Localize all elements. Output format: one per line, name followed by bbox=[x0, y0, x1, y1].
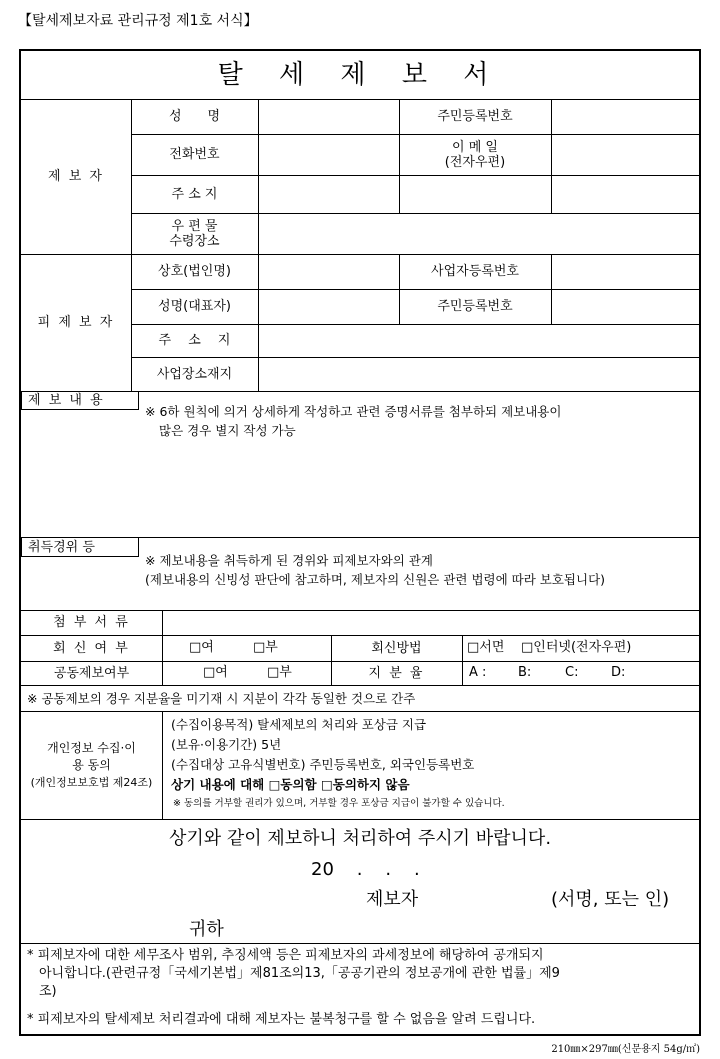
reporter-address-field[interactable] bbox=[259, 176, 699, 213]
closing-request: 상기와 같이 제보하니 처리하여 주시기 바랍니다. bbox=[168, 827, 552, 849]
reported-bizno-field[interactable] bbox=[552, 255, 699, 289]
reported-address-field[interactable] bbox=[259, 325, 699, 357]
reporter-email-field[interactable] bbox=[552, 135, 699, 175]
reply-method-email-checkbox[interactable]: □인터넷(전자우편) bbox=[521, 640, 632, 655]
reporter-email-label bbox=[399, 134, 551, 175]
reported-bizno-label: 사업자등록번호 bbox=[431, 264, 519, 279]
privacy-period: (보유·이용기간) 5년 bbox=[171, 736, 282, 752]
content-note-2: 많은 경우 별지 작성 가능 bbox=[159, 423, 296, 438]
reported-company-label: 상호(법인명) bbox=[158, 264, 231, 279]
form-header: 【탈세제보자료 관리규정 제1호 서식】 bbox=[18, 13, 258, 29]
reporter-phone-field[interactable] bbox=[259, 135, 399, 175]
privacy-consent-checkboxes[interactable]: 상기 내용에 대해 □동의함 □동의하지 않음 bbox=[171, 776, 410, 792]
content-note-1: ※ 6하 원칙에 의거 상세하게 작성하고 관련 증명서류를 첨부하되 제보내용이 bbox=[145, 404, 562, 419]
reporter-name-label: 성 명 bbox=[168, 109, 221, 124]
privacy-label bbox=[21, 711, 162, 819]
privacy-purpose: (수집이용목적) 탈세제보의 처리와 포상금 지급 bbox=[171, 716, 427, 732]
divider bbox=[21, 943, 699, 944]
joint-note: ※ 공동제보의 경우 지분율을 미기재 시 지분이 각각 동일한 것으로 간주 bbox=[27, 690, 416, 706]
reported-bizplace-label: 사업장소재지 bbox=[156, 366, 233, 382]
reported-rep-label: 성명(대표자) bbox=[158, 299, 231, 314]
email-label-sub: (전자우편) bbox=[444, 154, 506, 170]
reporter-mail-place-label bbox=[131, 213, 258, 254]
share-a[interactable]: A : bbox=[469, 665, 487, 680]
reporter-name-field[interactable] bbox=[259, 100, 399, 134]
privacy-label-2: 용 동의 bbox=[72, 757, 111, 772]
reporter-rrn-field[interactable] bbox=[552, 100, 699, 134]
reply-method-label: 회신방법 bbox=[371, 640, 422, 656]
closing-date-field[interactable]: 20 . . . bbox=[311, 859, 420, 880]
footnote-1-line-2: 아니합니다.(관련규정「국세기본법」제81조의13,「공공기관의 정보공개에 관한 법률」제9 bbox=[39, 966, 560, 981]
closing-signer-label: 제보자 bbox=[366, 889, 419, 910]
closing-sign-hint[interactable]: (서명, 또는 인) bbox=[551, 889, 670, 910]
attach-field[interactable] bbox=[163, 611, 699, 635]
divider bbox=[162, 711, 163, 819]
privacy-ids: (수집대상 고유식별번호) 주민등록번호, 외국인등록번호 bbox=[171, 756, 475, 772]
acquisition-note-2: (제보내용의 신빙성 판단에 참고하며, 제보자의 신원은 관련 법령에 따라 보호됩니다) bbox=[145, 572, 606, 587]
joint-no-checkbox[interactable]: □부 bbox=[267, 665, 292, 680]
share-label: 지 분 율 bbox=[368, 665, 425, 681]
paper-spec: 210㎜×297㎜(신문용지 54g/㎡) bbox=[551, 1044, 700, 1055]
reported-section-label: 피 제 보 자 bbox=[37, 315, 115, 330]
mail-place-line-2: 수령장소 bbox=[169, 233, 220, 249]
tax-evasion-report-form bbox=[19, 49, 701, 1036]
reported-company-field[interactable] bbox=[259, 255, 399, 289]
content-label: 제 보 내 용 bbox=[21, 391, 139, 410]
footnote-2: * 피제보자의 탈세제보 처리결과에 대해 제보자는 불복청구를 할 수 없음을 알려 드립니다. bbox=[27, 1012, 536, 1027]
acquisition-field[interactable] bbox=[25, 590, 695, 609]
content-field[interactable] bbox=[25, 443, 695, 535]
reporter-mail-place-field[interactable] bbox=[259, 214, 699, 254]
reporter-section-label: 제 보 자 bbox=[48, 169, 104, 184]
reply-method-mail-checkbox[interactable]: □서면 bbox=[467, 640, 505, 655]
reported-bizplace-field[interactable] bbox=[259, 358, 699, 391]
divider bbox=[462, 635, 463, 685]
closing-recipient: 귀하 bbox=[189, 919, 224, 940]
privacy-label-3: (개인정보보호법 제24조) bbox=[30, 775, 153, 789]
privacy-label-1: 개인정보 수집·이 bbox=[47, 740, 136, 755]
share-b[interactable]: B: bbox=[518, 665, 532, 680]
share-c[interactable]: C: bbox=[565, 665, 579, 680]
reporter-address-label: 주 소 지 bbox=[171, 186, 218, 202]
form-title: 탈 세 제 보 서 bbox=[217, 59, 503, 90]
reply-yes-checkbox[interactable]: □여 bbox=[189, 640, 214, 655]
mail-place-line-1: 우 편 물 bbox=[171, 218, 218, 234]
divider bbox=[21, 685, 699, 686]
footnote-1-line-1: * 피제보자에 대한 세무조사 범위, 추징세액 등은 피제보자의 과세정보에 해당하여 공개되지 bbox=[27, 948, 544, 963]
reporter-rrn-label: 주민등록번호 bbox=[437, 109, 513, 124]
footnote-1-line-3: 조) bbox=[39, 984, 57, 999]
share-d[interactable]: D: bbox=[611, 665, 626, 680]
reported-address-label: 주 소 지 bbox=[158, 333, 231, 348]
reported-rrn-field[interactable] bbox=[552, 290, 699, 324]
reply-label: 회 신 여 부 bbox=[53, 640, 130, 656]
attach-label: 첨 부 서 류 bbox=[53, 615, 130, 630]
acquisition-note-1: ※ 제보내용을 취득하게 된 경위와 피제보자와의 관계 bbox=[145, 553, 433, 568]
reported-rep-field[interactable] bbox=[259, 290, 399, 324]
reporter-phone-label: 전화번호 bbox=[169, 147, 220, 162]
acquisition-label: 취득경위 등 bbox=[21, 537, 139, 557]
reported-rrn-label: 주민등록번호 bbox=[437, 299, 513, 314]
joint-label: 공동제보여부 bbox=[53, 665, 130, 681]
divider bbox=[21, 819, 699, 820]
email-label-text: 이 메 일 bbox=[452, 139, 498, 155]
privacy-refusal-note: ※ 동의를 거부할 권리가 있으며, 거부할 경우 포상금 지급이 불가할 수 있습니다. bbox=[173, 798, 505, 809]
reply-no-checkbox[interactable]: □부 bbox=[253, 640, 278, 655]
joint-yes-checkbox[interactable]: □여 bbox=[203, 665, 228, 680]
